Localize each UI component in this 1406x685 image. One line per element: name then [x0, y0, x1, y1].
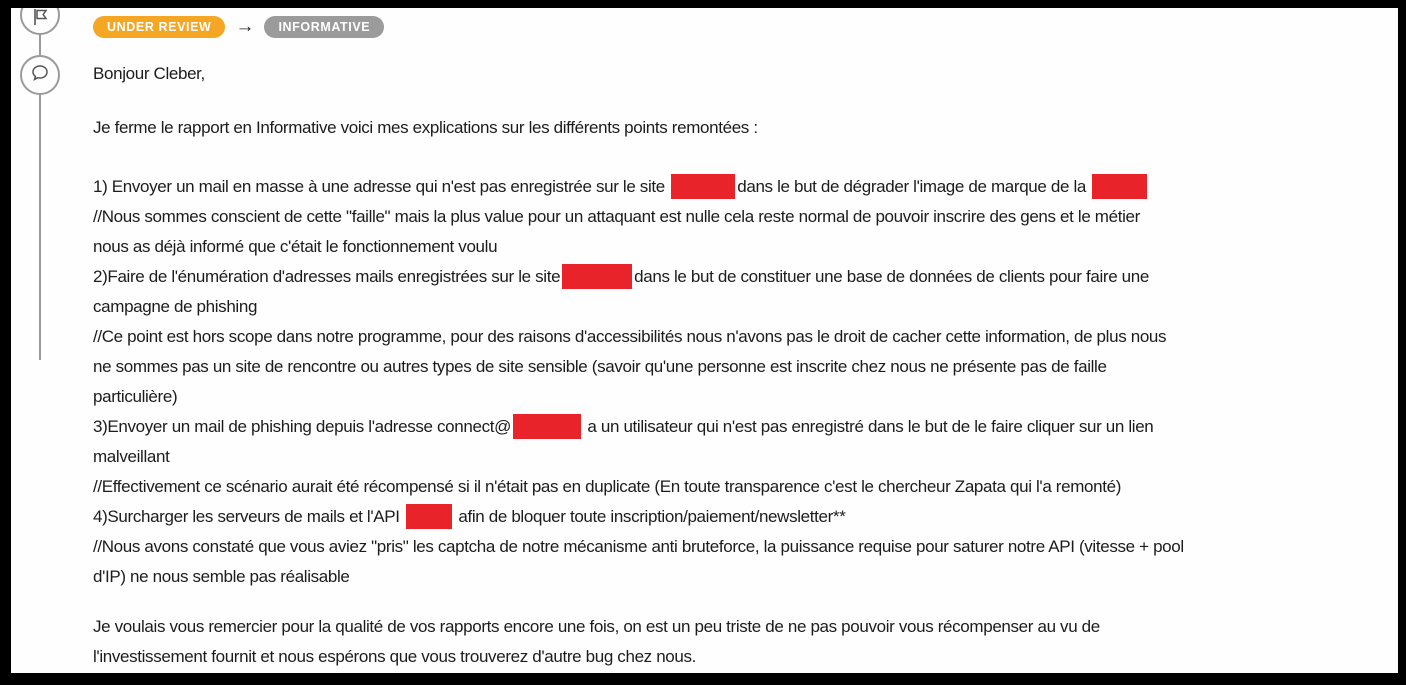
- message-line: [93, 612, 1100, 642]
- message-text: 3)Envoyer un mail de phishing depuis l'adresse connect@: [93, 417, 512, 436]
- message-text: ne sommes pas un site de rencontre ou autres types de site sensible (savoir qu'une personne est inscrite chez nous ne présente pas de faille: [93, 357, 1107, 376]
- message-text: l'investissement fournit et nous espérons que vous trouverez d'autre bug chez nous.: [93, 647, 697, 666]
- message-text: 4)Surcharger les serveurs de mails et l'API: [93, 507, 404, 526]
- message-text: //Effectivement ce scénario aurait été récompensé si il n'était pas en duplicate (En toute transparence c'est le chercheur Zapata qui l'a remonté): [93, 477, 1122, 496]
- message-line: [93, 642, 1100, 672]
- message-line: [93, 502, 1184, 532]
- status-badge-under-review: UNDER REVIEW: [93, 16, 225, 38]
- message-body: [93, 172, 1184, 592]
- status-change-marker: [20, 8, 60, 35]
- message-closing: [93, 612, 1100, 672]
- redaction-box: [513, 414, 581, 439]
- message-text: 2)Faire de l'énumération d'adresses mails enregistrées sur le site: [93, 267, 561, 286]
- comment-marker: [20, 55, 60, 95]
- message-line: [93, 202, 1184, 232]
- status-change-row: [93, 16, 384, 38]
- message-text: //Ce point est hors scope dans notre programme, pour des raisons d'accessibilités nous n'avons pas le droit de cacher cette information, de plus nous: [93, 327, 1167, 346]
- redaction-box: [406, 504, 452, 529]
- message-text: campagne de phishing: [93, 297, 258, 316]
- message-text: malveillant: [93, 447, 170, 466]
- arrow-right-icon: →: [235, 16, 255, 37]
- message-line: [93, 262, 1184, 292]
- greeting-text: Bonjour Cleber,: [93, 64, 205, 83]
- redaction-box: [671, 174, 735, 199]
- message-text: nous as déjà informé que c'était le fonctionnement voulu: [93, 237, 498, 256]
- message-line: [93, 412, 1184, 442]
- flag-icon: [30, 8, 50, 32]
- message-text: a un utilisateur qui n'est pas enregistré dans le but de le faire cliquer sur un lien: [583, 417, 1154, 436]
- message-text: d'IP) ne nous semble pas réalisable: [93, 567, 350, 586]
- message-text: //Nous avons constaté que vous aviez "pris" les captcha de notre mécanisme anti bruteforce, la puissance requise pour saturer notre API (vitesse + pool: [93, 537, 1184, 556]
- message-text: 1) Envoyer un mail en masse à une adresse qui n'est pas enregistrée sur le site: [93, 177, 670, 196]
- report-comment-panel: [11, 8, 1398, 673]
- message-line: [93, 322, 1184, 352]
- status-badge-informative: INFORMATIVE: [264, 16, 384, 38]
- message-line: [93, 382, 1184, 412]
- redaction-box: [1092, 174, 1147, 199]
- intro-text: Je ferme le rapport en Informative voici mes explications sur les différents points remontées :: [93, 118, 758, 137]
- message-line: [93, 292, 1184, 322]
- message-line: [93, 352, 1184, 382]
- message-line: [93, 472, 1184, 502]
- message-text: afin de bloquer toute inscription/paiement/newsletter**: [453, 507, 846, 526]
- message-text: dans le but de constituer une base de données de clients pour faire une: [634, 267, 1149, 286]
- message-text: dans le but de dégrader l'image de marque de la: [737, 177, 1091, 196]
- comment-icon: [30, 63, 50, 88]
- message-line: [93, 232, 1184, 262]
- message-text: Je voulais vous remercier pour la qualité de vos rapports encore une fois, on est un peu triste de ne pas pouvoir vous récompenser au vu de: [93, 617, 1100, 636]
- message-line: [93, 532, 1184, 562]
- message-line: [93, 442, 1184, 472]
- message-line: [93, 562, 1184, 592]
- redaction-box: [562, 264, 632, 289]
- message-line: [93, 172, 1184, 202]
- message-text: particulière): [93, 387, 178, 406]
- message-text: //Nous sommes conscient de cette "faille" mais la plus value pour un attaquant est nulle cela reste normal de pouvoir inscrire des gens et le métier: [93, 207, 1140, 226]
